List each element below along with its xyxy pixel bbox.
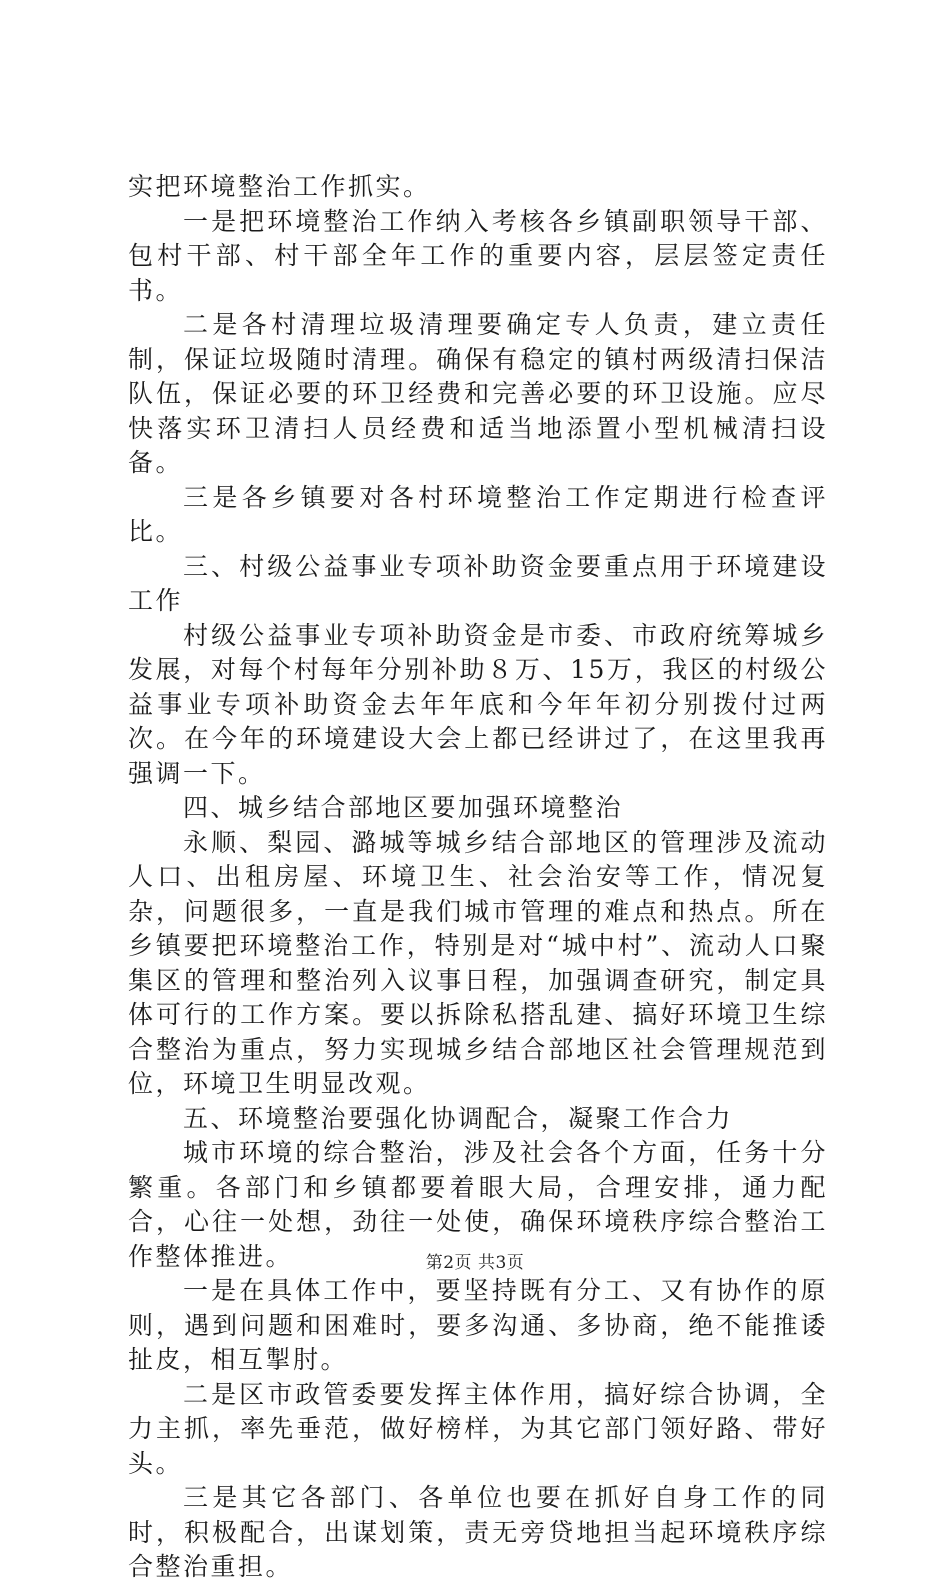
document-body <box>128 170 828 1585</box>
paragraph-item-one: 一是把环境整治工作纳入考核各乡镇副职领导干部、包村干部、村干部全年工作的重要内容，层层签定责任书。 <box>128 206 828 305</box>
paragraph-subsidy-funds: 村级公益事业专项补助资金是市委、市政府统筹城乡发展，对每个村每年分别补助８万、15万，我区的村级公益事业专项补助资金去年年底和今年年初分别拨付过两次。在今年的环境建设大会上都已经讲过了，在这里我再强调一下。 <box>128 620 828 788</box>
section-heading-five: 五、环境整治要强化协调配合，凝聚工作合力 <box>183 1103 734 1133</box>
paragraph-coordination-one: 一是在具体工作中，要坚持既有分工、又有协作的原则，遇到问题和困难时，要多沟通、多协商，绝不能推诿扯皮，相互掣肘。 <box>128 1276 828 1374</box>
paragraph-continuation: 实把环境整治工作抓实。 <box>128 172 431 201</box>
section-heading-three: 三、村级公益事业专项补助资金要重点用于环境建设工作 <box>128 551 828 615</box>
section-heading-four: 四、城乡结合部地区要加强环境整治 <box>183 793 624 822</box>
paragraph-coordination-three: 三是其它各部门、各单位也要在抓好自身工作的同时，积极配合，出谋划策，责无旁贷地担当起环境秩序综合整治重担。 <box>128 1483 828 1581</box>
paragraph-item-three: 三是各乡镇要对各村环境整治工作定期进行检查评比。 <box>128 482 828 546</box>
page-number-footer: 第2页 共3页 <box>425 1253 525 1273</box>
paragraph-coordination-two: 二是区市政管委要发挥主体作用，搞好综合协调，全力主抓，率先垂范，做好榜样，为其它部门领好路、带好头。 <box>128 1379 828 1478</box>
paragraph-item-two: 二是各村清理垃圾清理要确定专人负责，建立责任制，保证垃圾随时清理。确保有稳定的镇村两级清扫保洁队伍，保证必要的环卫经费和完善必要的环卫设施。应尽快落实环卫清扫人员经费和适当地添置小型机械清扫设备。 <box>128 310 828 477</box>
paragraph-urban-rural: 永顺、梨园、潞城等城乡结合部地区的管理涉及流动人口、出租房屋、环境卫生、社会治安等工作，情况复杂，问题很多，一直是我们城市管理的难点和热点。所在乡镇要把环境整治工作，特别是对“城中村”、流动人口聚集区的管理和整治列入议事日程，加强调查研究，制定具体可行的工作方案。要以拆除私搭乱建、搞好环境卫生综合整治为重点，努力实现城乡结合部地区社会管理规范到位，环境卫生明显改观。 <box>128 827 828 1098</box>
paragraph-coordination: 城市环境的综合整治，涉及社会各个方面，任务十分繁重。各部门和乡镇都要着眼大局，合理安排，通力配合，心往一处想，劲往一处使，确保环境秩序综合整治工作整体推进。 <box>128 1138 828 1271</box>
